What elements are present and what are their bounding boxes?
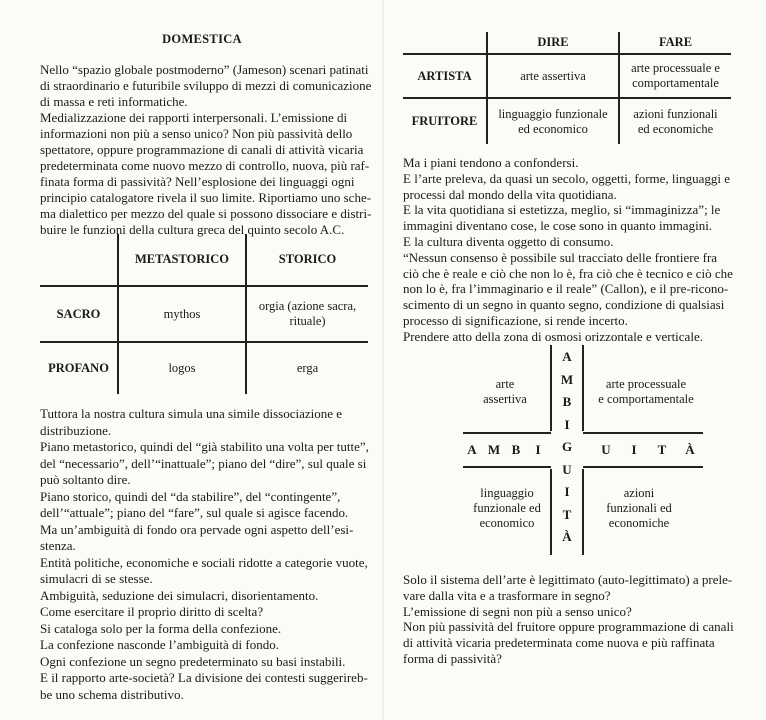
quadrant-text: linguaggio xyxy=(480,486,534,500)
horizontal-letter: T xyxy=(657,442,667,457)
text-line: di straordinario e futuribile sviluppo di mezzi di comunicazione xyxy=(40,78,372,93)
sacro-profano-table xyxy=(40,234,368,394)
text-line: Ogni confezione un segno predeterminato su basi instabili. xyxy=(40,653,346,669)
quadrant-text: arte processuale xyxy=(605,377,687,391)
text-line: Non più passività del fruitore oppure programmazione di canali xyxy=(403,619,734,635)
quadrant-text: e comportamentale xyxy=(598,392,694,406)
cell-text: azioni funzionali xyxy=(633,106,718,121)
vertical-letter: T xyxy=(562,506,572,522)
quadrant-bottom-right xyxy=(587,486,691,531)
text-line: Ma i piani tendono a confondersi. xyxy=(403,155,579,170)
row-label: SACRO xyxy=(40,286,118,342)
text-line: Nello “spazio globale postmoderno” (Jameson) scenari patinati xyxy=(40,62,369,77)
quadrant-text: arte xyxy=(495,377,515,391)
table-cell xyxy=(118,342,246,394)
text-line: E l’arte preleva, da quasi un secolo, oggetti, forme, linguaggi e xyxy=(403,170,731,186)
quadrant-text: economico xyxy=(479,516,535,530)
intro-paragraph xyxy=(40,62,370,238)
text-line: “Nessun consenso è possibile sul tracciato delle frontiere fra xyxy=(403,249,718,265)
ambiguita-cross-diagram xyxy=(463,345,703,555)
text-line: Come esercitare il proprio diritto di scelta? xyxy=(40,604,264,619)
table-cell xyxy=(118,286,246,342)
text-line: Ambiguità, seduzione dei simulacri, disorientamento. xyxy=(40,587,319,603)
horizontal-letter: M xyxy=(487,442,501,457)
vertical-letter: I xyxy=(564,416,570,432)
cell-text: comportamentale xyxy=(632,76,719,90)
text-line: informazioni non più a senso unico? Non più passività dello xyxy=(40,126,353,141)
quadrant-top-right xyxy=(587,377,705,407)
cell-text: arte processuale e xyxy=(631,61,720,75)
cell-text: ed economiche xyxy=(637,121,714,136)
vertical-letter: À xyxy=(562,529,572,544)
text-line: E il rapporto arte-società? La divisione dei contesti suggerireb- xyxy=(40,670,368,685)
text-line: immagini diventano cose, le cose sono in quanto immagini. xyxy=(403,218,713,234)
text-line: Tuttora la nostra cultura simula una simile dissociazione e xyxy=(40,406,343,421)
text-line: del “necessario”, dell’“inattuale”; piano del “dire”, sul quale si xyxy=(40,455,367,471)
cell-text: ed economico xyxy=(518,121,588,136)
text-line: processi dal mondo della vita quotidiana. xyxy=(403,186,617,202)
table-cell xyxy=(619,54,731,98)
table-header: FARE xyxy=(619,32,731,54)
cell-text: linguaggio funzionale xyxy=(498,106,608,121)
quadrant-text: azioni xyxy=(623,486,655,500)
text-line: finata forma di passività? Nell’esplosione dei linguaggi ogni xyxy=(40,174,355,189)
table-header: METASTORICO xyxy=(118,234,246,286)
table-header: DIRE xyxy=(487,32,619,54)
text-line: ciò che è reale e ciò che non lo è, fra ciò che è tecnico e ciò che xyxy=(403,265,733,281)
table-cell xyxy=(487,54,619,98)
text-line: be uno schema distributivo. xyxy=(40,686,184,702)
closing-paragraph xyxy=(403,572,753,667)
text-line: Si cataloga solo per la forma della confezione. xyxy=(40,620,282,636)
cell-text: erga xyxy=(296,361,319,375)
quadrant-text: funzionale ed xyxy=(473,501,541,515)
text-line: processo di significazione, si rende incerto. xyxy=(403,312,628,328)
vertical-letter: I xyxy=(564,484,570,499)
vertical-letter: B xyxy=(562,394,572,409)
middle-paragraph xyxy=(403,155,753,345)
horizontal-letter: A xyxy=(467,442,477,457)
text-line: simulacri di se stesse. xyxy=(40,571,153,586)
table-cell xyxy=(619,98,731,144)
table-cell xyxy=(246,286,368,342)
text-line: Solo il sistema dell’arte è legittimato (auto-legittimato) a prele- xyxy=(403,572,733,587)
quadrant-text: assertiva xyxy=(483,392,527,406)
quadrant-text: funzionali ed xyxy=(606,501,672,515)
text-line: distribuzione. xyxy=(40,422,112,438)
text-line: non lo è, fra l’immaginario e il reale” (Callon), e il pre-ricono- xyxy=(403,281,729,297)
table-header: STORICO xyxy=(246,234,368,286)
text-line: può soltanto dire. xyxy=(40,472,131,487)
text-line: Medializzazione dei rapporti interpersonali. L’emissione di xyxy=(40,110,348,125)
horizontal-letter: I xyxy=(631,442,637,457)
text-line: vare dalla vita e a trasformare in segno? xyxy=(403,587,611,603)
row-label: ARTISTA xyxy=(403,54,487,98)
vertical-letter: M xyxy=(560,371,574,387)
text-line: predeterminata come nuovo mezzo di controllo, nuova, più raf- xyxy=(40,158,370,173)
right-page xyxy=(383,0,766,720)
text-line: stenza. xyxy=(40,538,76,553)
quadrant-top-left xyxy=(463,377,547,407)
page-title: DOMESTICA xyxy=(162,32,242,46)
cell-text: logos xyxy=(168,361,196,375)
table-corner xyxy=(403,32,487,54)
text-line: di massa e reti informatiche. xyxy=(40,94,188,109)
dire-fare-table xyxy=(403,32,731,144)
text-line: La confezione nasconde l’ambiguità di fondo. xyxy=(40,637,279,652)
row-label: FRUITORE xyxy=(403,98,487,144)
text-line: E la cultura diventa oggetto di consumo. xyxy=(403,233,614,249)
cell-text: mythos xyxy=(163,306,201,321)
text-line: spettatore, oppure programmazione di canali di attività vicaria xyxy=(40,142,364,157)
cell-text: arte assertiva xyxy=(520,68,586,83)
text-line: L’emissione di segni non più a senso unico? xyxy=(403,603,632,619)
text-line: Ma un’ambiguità di fondo ora pervade ogni aspetto dell’esi- xyxy=(40,521,354,537)
horizontal-letter: À xyxy=(685,442,695,457)
body-paragraph xyxy=(40,406,370,703)
table-corner xyxy=(40,234,118,286)
vertical-letter: A xyxy=(562,349,572,364)
text-line: scimento di un segno in quanto segno, condizione di qualsiasi xyxy=(403,297,725,313)
text-line: ma dialettico per mezzo del quale si possono dissociare e distri- xyxy=(40,206,372,221)
text-line: Prendere atto della zona di osmosi orizzontale e verticale. xyxy=(403,328,703,344)
text-line: Piano storico, quindi del “da stabilire”, del “contingente”, xyxy=(40,488,341,504)
cell-text: orgia (azione sacra, xyxy=(258,299,357,313)
row-label: PROFANO xyxy=(40,342,118,394)
text-line: Piano metastorico, quindi del “già stabilito una volta per tutte”, xyxy=(40,439,369,454)
cell-text: rituale) xyxy=(289,314,326,328)
horizontal-letter: U xyxy=(601,442,611,457)
text-line: forma di passività? xyxy=(403,650,502,666)
table-cell xyxy=(246,342,368,394)
vertical-letter: G xyxy=(561,439,573,454)
table-cell xyxy=(487,98,619,144)
text-line: Entità politiche, economiche e sociali ridotte a categorie vuote, xyxy=(40,554,368,570)
horizontal-letter: I xyxy=(535,442,541,457)
horizontal-letter: B xyxy=(511,442,521,457)
text-line: di attività vicaria predeterminata come nuova e più raffinata xyxy=(403,635,715,651)
text-line: buire le funzioni della cultura greca del quinto secolo A.C. xyxy=(40,222,345,237)
quadrant-bottom-left xyxy=(463,486,551,531)
text-line: principio catalogatore rivela il suo limite. Riportiamo uno sche- xyxy=(40,190,372,205)
text-line: dell’“attuale”; piano del “fare”, sul quale si agisce facendo. xyxy=(40,505,349,520)
vertical-letter: U xyxy=(562,461,572,477)
quadrant-text: economiche xyxy=(608,516,670,530)
text-line: E la vita quotidiana si estetizza, meglio, si “immaginizza”; le xyxy=(403,202,721,218)
